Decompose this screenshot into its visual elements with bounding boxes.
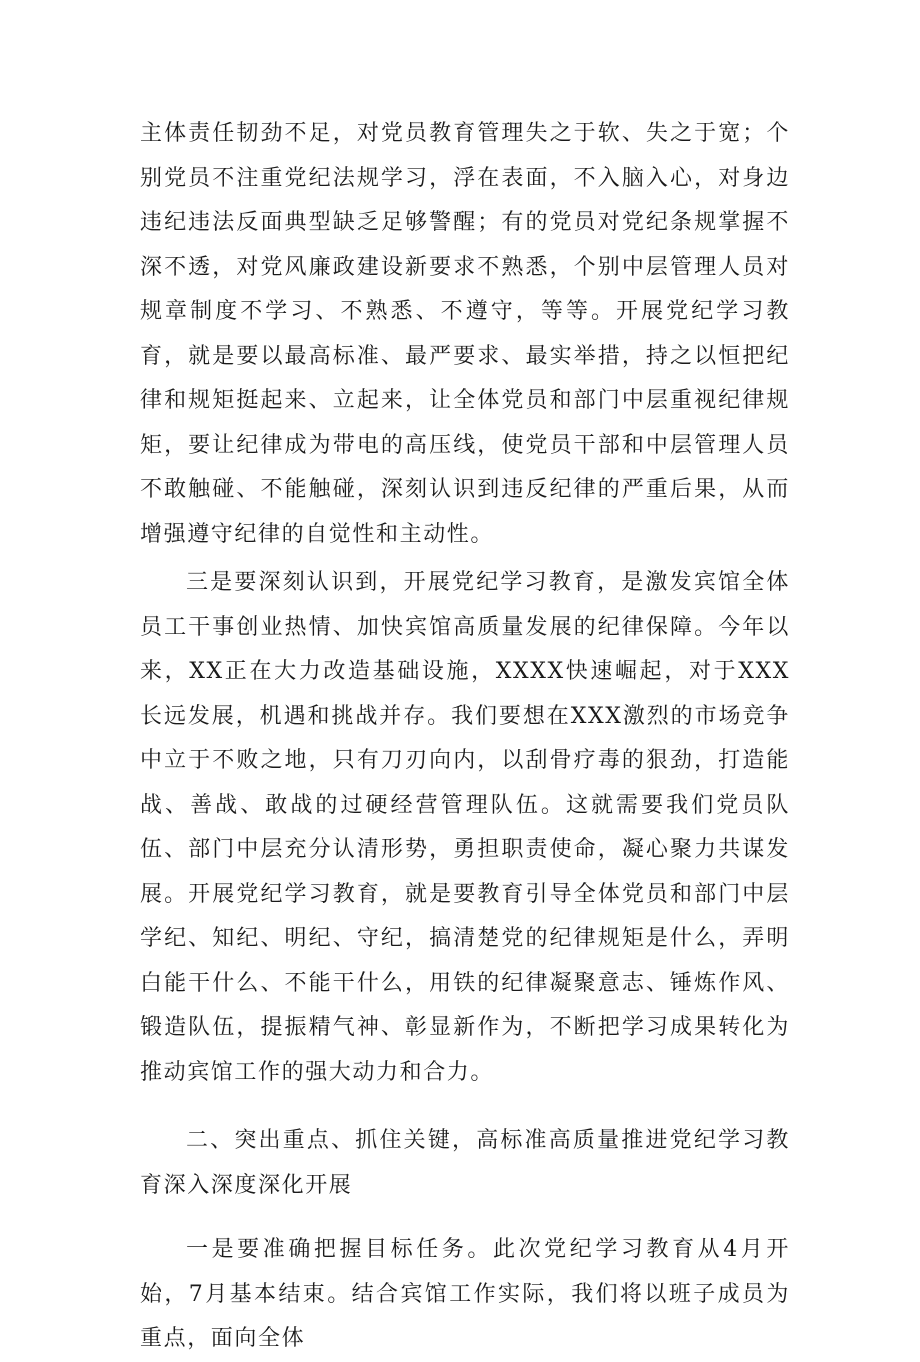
body-paragraph-3: 一是要准确把握目标任务。此次党纪学习教育从4月开始，7月基本结束。结合宾馆工作实际，我们将以班子成员为重点，面向全体 bbox=[140, 1237, 790, 1351]
body-paragraph-2: 三是要深刻认识到，开展党纪学习教育，是激发宾馆全体员工干事创业热情、加快宾馆高质量发展的纪律保障。今年以来，XX正在大力改造基础设施，XXXX快速崛起，对于XXX长远发展，机遇和挑战并存。我们要想在XXX激烈的市场竞争中立于不败之地，只有刀刃向内，以刮骨疗毒的狠劲，打造能战、善战、敢战的过硬经营管理队伍。这就需要我们党员队伍、部门中层充分认清形势，勇担职责使命，凝心聚力共谋发展。开展党纪学习教育，就是要教育引导全体党员和部门中层学纪、知纪、明纪、守纪，搞清楚党的纪律规矩是什么，弄明白能干什么、不能干什么，用铁的纪律凝聚意志、锤炼作风、锻造队伍，提振精气神、彰显新作为，不断把学习成果转化为推动宾馆工作的强大动力和合力。 bbox=[140, 570, 790, 1085]
body-paragraph-1: 主体责任韧劲不足，对党员教育管理失之于软、失之于宽；个别党员不注重党纪法规学习，浮在表面，不入脑入心，对身边违纪违法反面典型缺乏足够警醒；有的党员对党纪条规掌握不深不透，对党风廉政建设新要求不熟悉，个别中层管理人员对规章制度不学习、不熟悉、不遵守，等等。开展党纪学习教育，就是要以最高标准、最严要求、最实举措，持之以恒把纪律和规矩挺起来、立起来，让全体党员和部门中层重视纪律规矩，要让纪律成为带电的高压线，使党员干部和中层管理人员不敢触碰、不能触碰，深刻认识到违反纪律的严重后果，从而增强遵守纪律的自觉性和主动性。 bbox=[140, 121, 790, 547]
section-heading: 二、突出重点、抓住关键，高标准高质量推进党纪学习教育深入深度深化开展 bbox=[140, 1128, 790, 1198]
document-page bbox=[140, 112, 790, 1362]
